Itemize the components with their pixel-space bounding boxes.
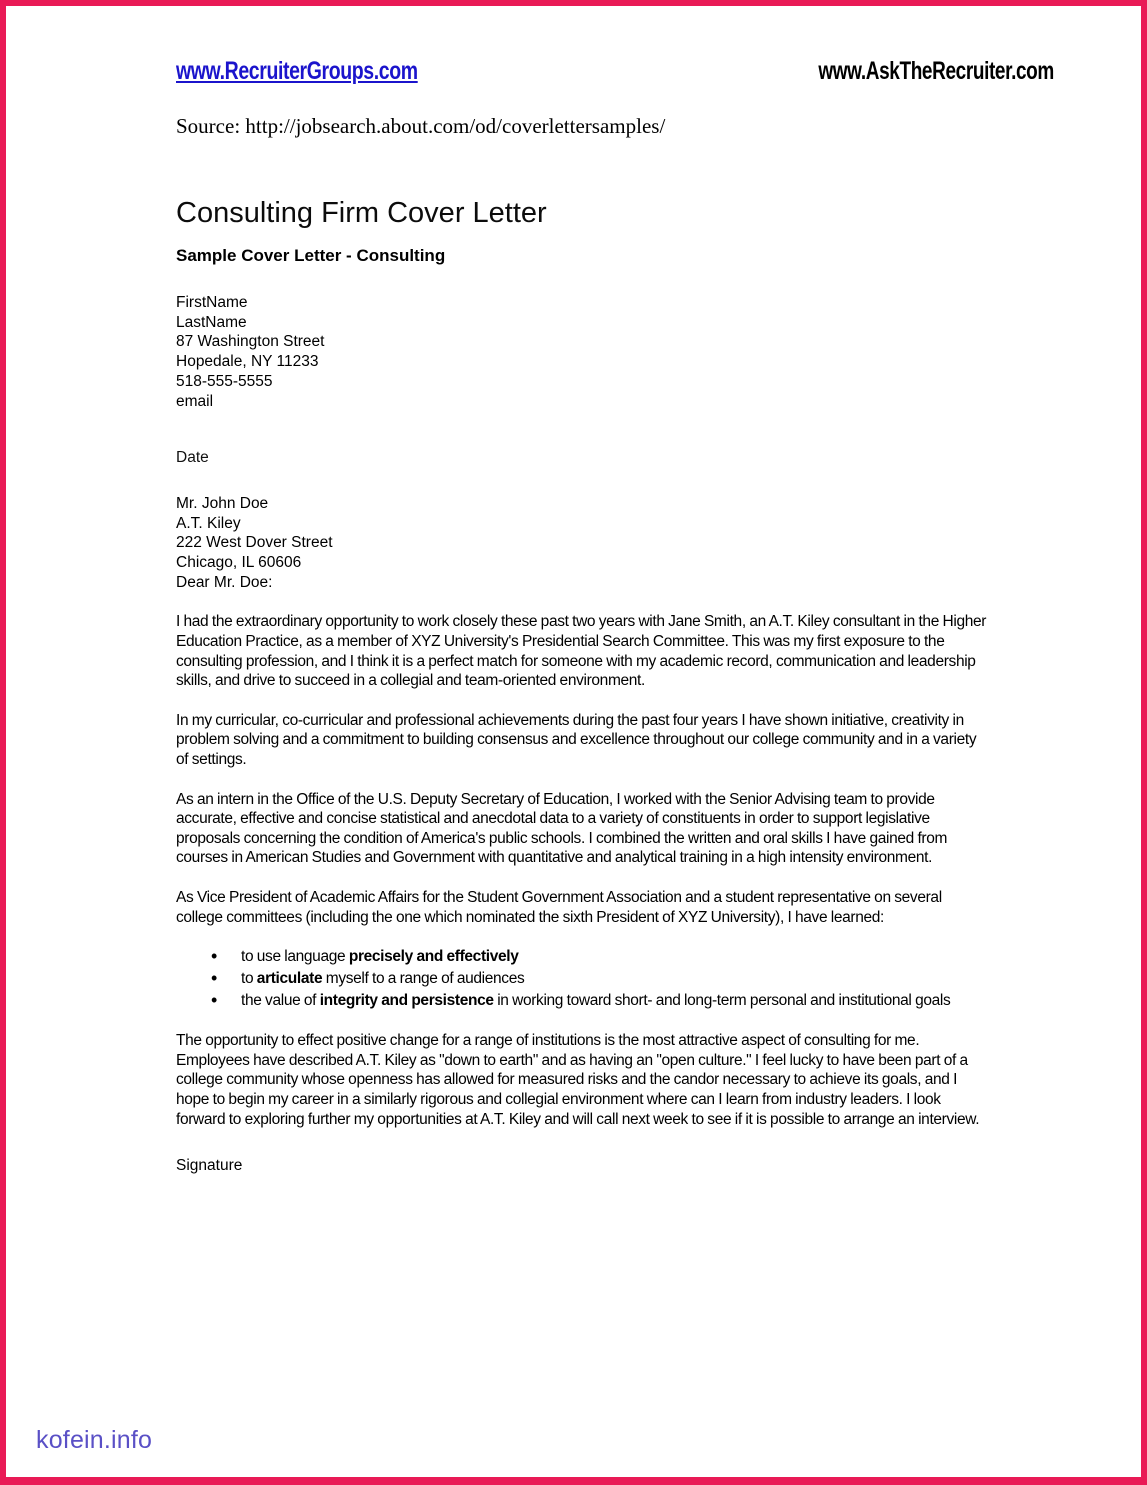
bullet-text: to use language [241, 948, 349, 966]
address-line: FirstName [176, 294, 248, 311]
signature-placeholder: Signature [176, 1157, 243, 1175]
bullet-emphasis-text: precisely and effectively [348, 948, 519, 966]
ask-the-recruiter-text: www.AskTheRecruiter.com [818, 57, 1054, 85]
letter-body [176, 197, 988, 1175]
bullet-item [211, 991, 956, 1011]
letter-paragraph-3: As an intern in the Office of the U.S. Deputy Secretary of Education, I worked with the Senior Advising team to provide accurate, effective and concise statistical and anecdotal data to a variety of constituents in order to support legislative proposals concerning the condition of America's public schools. I combined the written and oral skills I have gained from courses in American Studies and Government with quantitative and analytical training in a high intensity environment. [176, 790, 948, 867]
bullet-item [211, 969, 956, 989]
bullet-emphasis-text: articulate [256, 970, 323, 988]
bullet-text: to [241, 970, 257, 988]
page-header [176, 56, 1054, 90]
closing-paragraph: The opportunity to effect positive change for a range of institutions is the most attractive aspect of consulting for me. Employees have described A.T. Kiley as "down to earth" and as having an "open culture." I feel lucky to have been part of a college community whose openness has allowed for measured risks and the candor necessary to achieve its goals, and I hope to begin my career in a similarly rigorous and collegial environment where can I learn from industry leaders. I look forward to exploring further my opportunities at A.T. Kiley and will call next week to see if it is possible to arrange an interview. [176, 1032, 980, 1128]
address-line: LastName [176, 313, 247, 331]
sender-address-block [176, 293, 988, 411]
watermark-text: kofein.info [36, 1426, 153, 1454]
address-line: Dear Mr. Doe: [176, 573, 273, 591]
address-line: 87 Washington Street [176, 333, 325, 351]
letter-paragraph-1: I had the extraordinary opportunity to work closely these past two years with Jane Smith, an A.T. Kiley consultant in the Higher Education Practice, as a member of XYZ University's Presidential Search Committee. This was my first exposure to the consulting profession, and I think it is a perfect match for someone with my academic record, communication and leadership skills, and drive to succeed in a collegial and team-oriented environment. [176, 613, 987, 690]
bullet-text: the value of [241, 992, 320, 1010]
address-line: A.T. Kiley [176, 514, 241, 532]
letter-paragraph-2: In my curricular, co-curricular and professional achievements during the past four years I have shown initiative, creativity in problem solving and a commitment to building consensus and excellence throughout our college community and in a variety of settings. [176, 711, 977, 768]
address-line: 518-555-5555 [176, 372, 273, 390]
date-placeholder: Date [176, 449, 209, 467]
address-line: Mr. John Doe [176, 494, 269, 512]
address-line: 222 West Dover Street [176, 534, 333, 552]
bullet-text: myself to a range of audiences [322, 970, 525, 988]
address-line: Hopedale, NY 11233 [176, 353, 319, 371]
bullet-item [211, 947, 956, 967]
page-title: Consulting Firm Cover Letter [176, 197, 547, 229]
skills-bullet-list [211, 947, 956, 1011]
letter-subtitle: Sample Cover Letter - Consulting [176, 246, 446, 265]
letter-paragraph-4: As Vice President of Academic Affairs for the Student Government Association and a student representative on several college committees (including the one which nominated the sixth President of XYZ University), I have learned: [176, 888, 942, 926]
source-url-line: Source: http://jobsearch.about.com/od/coverlettersamples/ [176, 114, 666, 138]
recipient-address-block [176, 494, 988, 593]
bullet-text: in working toward short- and long-term personal and institutional goals [493, 992, 951, 1010]
recruiter-groups-link[interactable]: www.RecruiterGroups.com [176, 57, 418, 85]
bullet-emphasis-text: integrity and persistence [319, 992, 494, 1010]
address-line: email [176, 392, 214, 410]
address-line: Chicago, IL 60606 [176, 554, 302, 572]
